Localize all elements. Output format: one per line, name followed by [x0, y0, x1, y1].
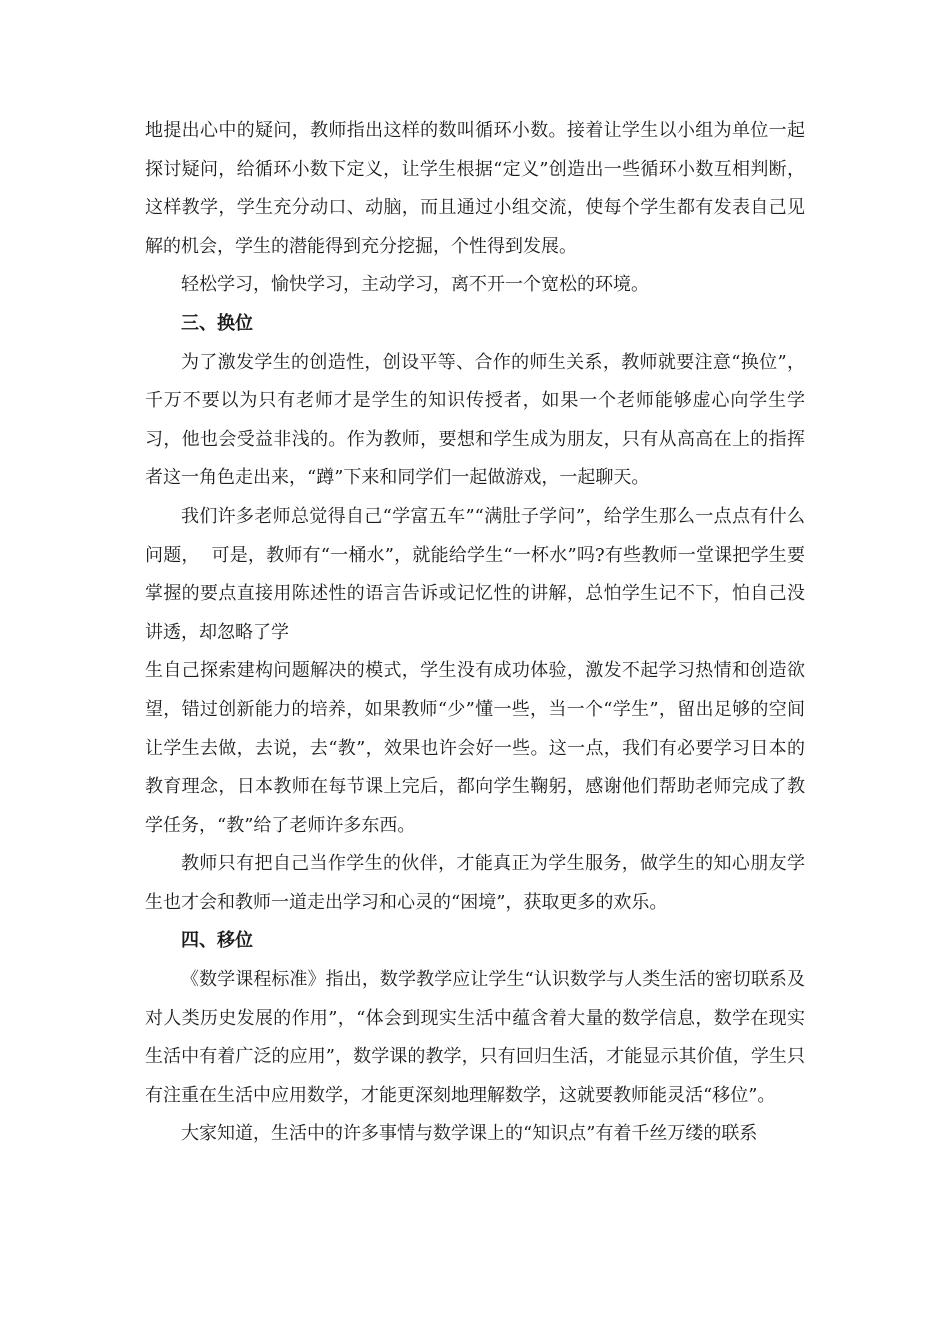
paragraph-5: 生自己探索建构问题解决的模式，学生没有成功体验，激发不起学习热情和创造欲望，错过创新能力的培养，如果教师“少”懂一些，当一个“学生”，留出足够的空间让学生去做，去说，去“教”，效果也许会好一些。这一点，我们有必要学习日本的教育理念，日本教师在每节课上完后，都向学生鞠躬，感谢他们帮助老师完成了教学任务，“教”给了老师许多东西。 — [145, 660, 805, 836]
paragraph-2: 轻松学习，愉快学习，主动学习，离不开一个宽松的环境。 — [181, 274, 649, 296]
paragraph-6: 教师只有把自己当作学生的伙伴，才能真正为学生服务，做学生的知心朋友学生也才会和教师一道走出学习和心灵的“困境”，获取更多的欢乐。 — [145, 853, 805, 913]
paragraph-4: 我们许多老师总觉得自己“学富五车”“满肚子学问”，给学生那么一点点有什么问题， 可是，教师有“一桶水”，就能给学生“一杯水”吗?有些教师一堂课把学生要掌握的要点直接用陈述性的语言告诉或记忆性的讲解，总怕学生记不下，怕自己没讲透，却忽略了学 — [145, 505, 805, 643]
section-heading-4: 四、移位 — [181, 930, 253, 952]
paragraph-8: 大家知道，生活中的许多事情与数学课上的“知识点”有着千丝万缕的联系 — [181, 1123, 758, 1145]
paragraph-7: 《数学课程标准》指出，数学教学应让学生“认识数学与人类生活的密切联系及对人类历史发展的作用”，“体会到现实生活中蕴含着大量的数学信息，数学在现实生活中有着广泛的应用”，数学课的教学，只有回归生活，才能显示其价值，学生只有注重在生活中应用数学，才能更深刻地理解数学，这就要教师能灵活“移位”。 — [145, 969, 805, 1106]
section-heading-3: 三、换位 — [181, 312, 253, 334]
paragraph-3: 为了激发学生的创造性，创设平等、合作的师生关系，教师就要注意“换位”，千万不要以为只有老师才是学生的知识传授者，如果一个老师能够虚心向学生学习，他也会受益非浅的。作为教师，要想和学生成为朋友，只有从高高在上的指挥者这一角色走出来，“蹲”下来和同学们一起做游戏，一起聊天。 — [145, 351, 805, 489]
document-body — [145, 112, 805, 1154]
paragraph-1: 地提出心中的疑问，教师指出这样的数叫循环小数。接着让学生以小组为单位一起探讨疑问，给循环小数下定义，让学生根据“定义”创造出一些循环小数互相判断，这样教学，学生充分动口、动脑，而且通过小组交流，使每个学生都有发表自己见解的机会，学生的潜能得到充分挖掘，个性得到发展。 — [145, 120, 805, 257]
